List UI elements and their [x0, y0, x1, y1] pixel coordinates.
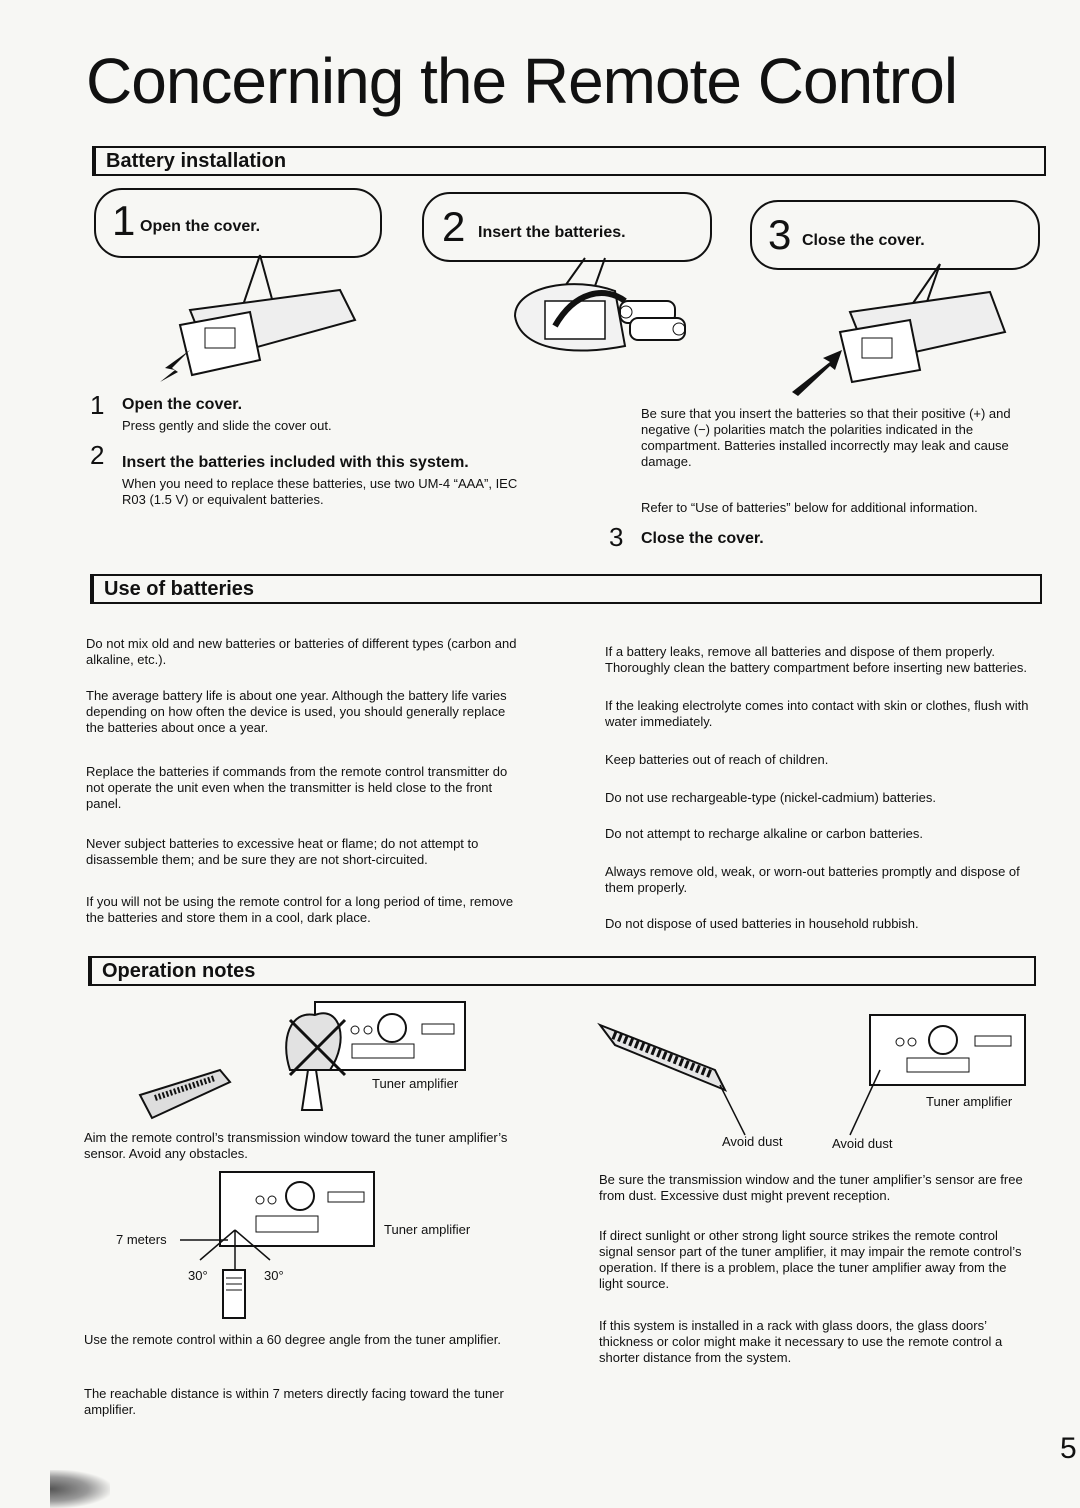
page-title: Concerning the Remote Control [86, 45, 958, 117]
tuner-amplifier-label-3: Tuner amplifier [926, 1094, 1013, 1109]
operation-note-right-3: If this system is installed in a rack with glass doors, the glass doors’ thickness or color might make it necessary to use the remote control a shorter distance from the system. [599, 1318, 1003, 1365]
distance-label: 7 meters [116, 1232, 167, 1247]
battery-tip-left-1: Do not mix old and new batteries or batteries of different types (carbon and alkaline, etc.). [86, 636, 517, 667]
operation-note-right-1: Be sure the transmission window and the tuner amplifier’s sensor are free from dust. Excessive dust might prevent reception. [599, 1172, 1023, 1203]
operation-note-left-2: Use the remote control within a 60 degree angle from the tuner amplifier. [84, 1332, 501, 1347]
step-bubble-1 [94, 188, 382, 258]
battery-tip-left-4: Never subject batteries to excessive heat or flame; do not attempt to disassemble them; and be sure they are not short-circuited. [86, 836, 479, 867]
battery-tip-left-5: If you will not be using the remote control for a long period of time, remove the batteries and store them in a cool, dark place. [86, 894, 514, 925]
battery-tip-right-6: Always remove old, weak, or worn-out batteries promptly and dispose of them properly. [605, 864, 1020, 895]
use-of-batteries-header [90, 574, 1042, 604]
refer-note: Refer to “Use of batteries” below for additional information. [641, 500, 978, 515]
battery-tip-left-3: Replace the batteries if commands from the remote control transmitter do not operate the unit even when the transmitter is held close to the front panel. [86, 764, 508, 811]
step-2-number: 2 [90, 440, 105, 470]
open-cover-illustration [150, 250, 360, 390]
battery-installation-heading: Battery installation [106, 150, 287, 172]
battery-installation-header [92, 146, 1046, 176]
step-bubble-2 [422, 192, 712, 262]
battery-tip-right-7: Do not dispose of used batteries in household rubbish. [605, 916, 919, 931]
battery-tip-right-3: Keep batteries out of reach of children. [605, 752, 829, 767]
battery-tip-left-2: The average battery life is about one year. Although the battery life varies depending on how often the device is used, you should generally replace the batteries about once a year. [86, 688, 507, 735]
tuner-amplifier-label-1: Tuner amplifier [372, 1076, 459, 1091]
operation-note-left-3: The reachable distance is within 7 meters directly facing toward the tuner amplifier. [84, 1386, 504, 1417]
close-cover-illustration [790, 262, 1010, 402]
bubble-label: Close the cover. [802, 232, 925, 249]
polarity-note: Be sure that you insert the batteries so that their positive (+) and negative (−) polarities match the polarities indicated in the compartment. Batteries installed incorrectly may leak and cause damage. [641, 406, 1011, 469]
avoid-dust-label-amplifier: Avoid dust [832, 1136, 893, 1151]
scan-artifact [50, 1470, 110, 1508]
operation-notes-header [88, 956, 1036, 986]
step-3-number: 3 [609, 522, 624, 552]
battery-tip-right-4: Do not use rechargeable-type (nickel-cadmium) batteries. [605, 790, 936, 805]
step-3-title: Close the cover. [641, 530, 764, 547]
step-1-text: Press gently and slide the cover out. [122, 418, 332, 433]
insert-batteries-illustration [505, 256, 705, 366]
angle-label-left: 30° [188, 1268, 208, 1283]
bubble-label: Insert the batteries. [478, 224, 626, 241]
bubble-label: Open the cover. [140, 218, 261, 235]
tuner-amplifier-label-2: Tuner amplifier [384, 1222, 471, 1237]
operation-note-right-2: If direct sunlight or other strong light source strikes the remote control signal sensor part of the tuner amplifier, it may impair the remote control’s operation. If there is a problem, place the tuner amplifier away from the light source. [599, 1228, 1022, 1291]
battery-tip-right-5: Do not attempt to recharge alkaline or carbon batteries. [605, 826, 923, 841]
operation-note-left-1: Aim the remote control’s transmission window toward the tuner amplifier’s sensor. Avoid any obstacles. [84, 1130, 508, 1161]
bubble-number: 1 [112, 197, 136, 244]
use-of-batteries-heading: Use of batteries [104, 578, 255, 600]
step-2-text: When you need to replace these batteries, use two UM-4 “AAA”, IEC R03 (1.5 V) or equivalent batteries. [122, 476, 518, 507]
bubble-number: 2 [442, 203, 466, 250]
avoid-dust-label-remote: Avoid dust [722, 1134, 783, 1149]
page-number: 5 [1060, 1432, 1077, 1465]
bubble-number: 3 [768, 211, 792, 258]
angle-label-right: 30° [264, 1268, 284, 1283]
step-1-number: 1 [90, 390, 105, 420]
step-bubble-3 [750, 200, 1040, 270]
battery-tip-right-1: If a battery leaks, remove all batteries and dispose of them properly. Thoroughly clean the battery compartment before inserting new batteries. [605, 644, 1028, 675]
step-2-title: Insert the batteries included with this system. [122, 454, 469, 471]
obstacle-illustration [130, 1000, 470, 1125]
step-1-title: Open the cover. [122, 396, 243, 413]
avoid-dust-illustration [595, 1010, 1035, 1140]
battery-tip-right-2: If the leaking electrolyte comes into contact with skin or clothes, flush with water immediately. [605, 698, 1029, 729]
operation-notes-heading: Operation notes [102, 960, 256, 982]
